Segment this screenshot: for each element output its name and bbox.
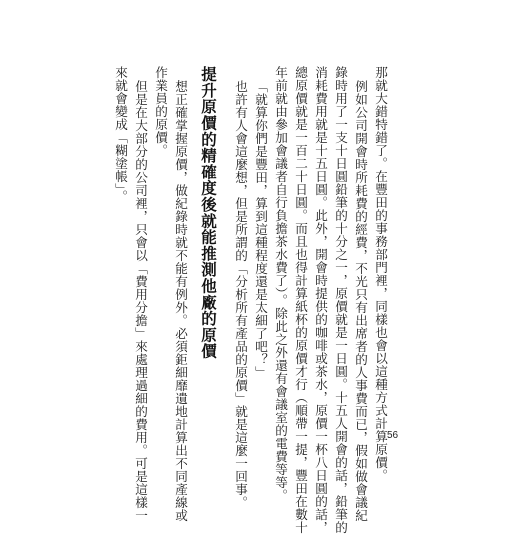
text-column: 想正確掌握原價，做紀錄時就不能有例外。必須鉅細靡遺地計算出不同產線或: [173, 80, 188, 522]
section-heading: 提升原價的精確度後就能推測他廠的原價: [199, 66, 217, 360]
text-column: 那就大錯特錯了。在豐田的事務部門裡，同樣也會以這種方式計算原價。: [373, 66, 388, 482]
page-number: 56: [387, 430, 399, 441]
text-column: 錄時用了一支十日圓鉛筆的十分之一，原價就是一日圓。十五人開會的話，鉛筆的: [333, 66, 348, 534]
text-column: 「就算你們是豐田，算到這種程度還是太細了吧？」: [253, 80, 268, 379]
text-column: 例如公司開會時所耗費的經費，不光只有出席者的人事費而已，假如做會議紀: [353, 80, 368, 522]
text-column: 年前就由參加會議者自行負擔茶水費了）。除此之外還有會議室的電費等等。: [273, 66, 288, 502]
text-column: 來就會變成「糊塗帳」。: [113, 66, 128, 203]
text-column: 總原價就是一百二十日圓。而且也得計算紙杯的原價才行（順帶一提，豐田在數十: [293, 66, 308, 534]
text-column: 消耗費用就是十五日圓。此外，開會時提供的咖啡或茶水，原價一杯八日圓的話，: [313, 66, 328, 534]
text-column: 但是在大部分的公司裡，只會以「費用分擔」來處理過細的費用。可是這樣一: [133, 80, 148, 522]
text-column: 也許有人會這麼想，但是所謂的「分析所有產品的原價」就是這麼一回事。: [233, 80, 248, 509]
text-column: 作業員的原價。: [153, 66, 168, 157]
